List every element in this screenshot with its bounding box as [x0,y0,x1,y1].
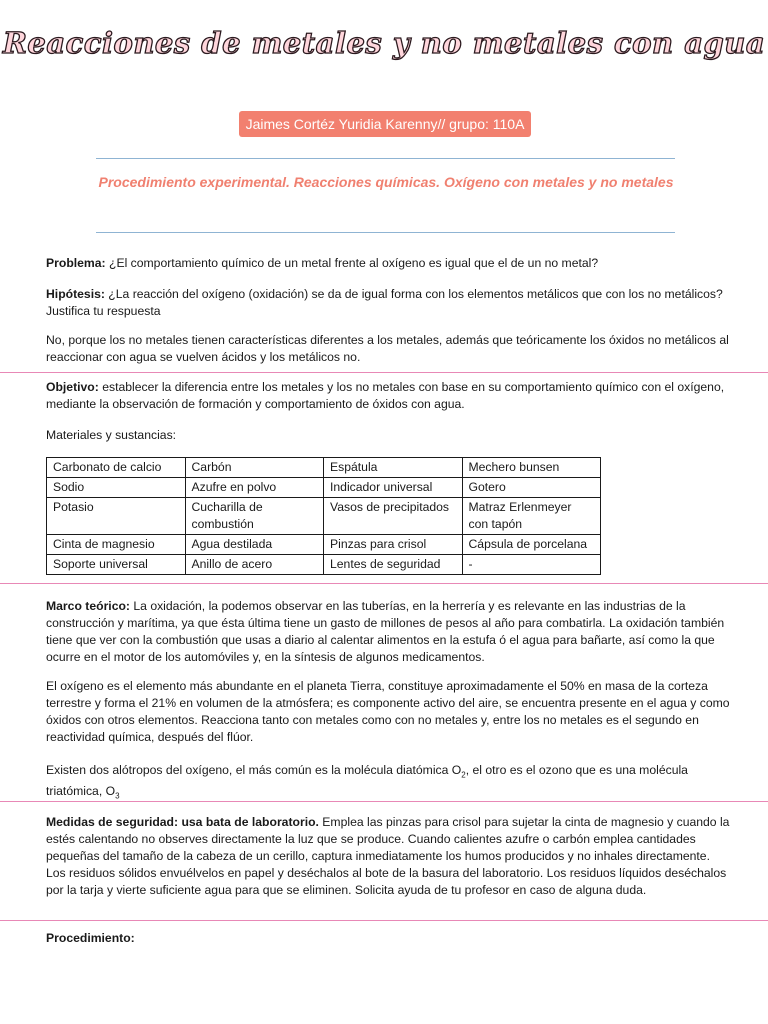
medidas-label: Medidas de seguridad: usa bata de laboratorio. [46,815,319,829]
problema-paragraph [46,255,730,272]
subscript-3: 3 [115,791,120,801]
table-cell: Carbonato de calcio [47,458,186,478]
table-cell: Lentes de seguridad [324,555,463,575]
table-cell: Carbón [185,458,324,478]
medidas-text: Emplea las pinzas para crisol para sujetar la cinta de magnesio y cuando la estés calentando no observes directamente la luz que se produce. Cuando calientes azufre o carbón emplea cantidades pequeñas del tamaño de la cabeza de un cerillo, captura inmediatamente los humos producidos y no inhales directamente. Los residuos sólidos envuélvelos en papel y deséchalos al bote de la basura del laboratorio. Los residuos líquidos deséchalos por la tarja y vierte suficiente agua para que se eliminen. Solicita ayuda de tu profesor en caso de alguna duda. [46,815,730,897]
objetivo-text: establecer la diferencia entre los metales y los no metales con base en su comportamiento químico con el oxígeno, mediante la observación de formación y comportamiento de óxidos con agua. [46,380,725,411]
objetivo-label: Objetivo: [46,380,99,394]
marco-text: La oxidación, la podemos observar en las tuberías, en la herrería y es relevante en las industrias de la construcción y marítima, ya que ésta última tiene un gasto de millones de pesos al año para combatirla. La oxidación también tiene que ver con la combustión que usas a diario al calentar alimentos en la estufa ó el agua para bañarte, así como la que ocurre en el motor de los automóviles y, en la síntesis de algunos medicamentos. [46,599,725,664]
procedimiento-label: Procedimiento: [46,931,135,945]
table-cell: Azufre en polvo [185,478,324,498]
table-cell: Anillo de acero [185,555,324,575]
divider-top [96,158,675,159]
hipotesis-text: ¿La reacción del oxígeno (oxidación) se da de igual forma con los elementos metálicos que con los no metálicos? Justifica tu respuesta [46,287,723,318]
table-cell: Agua destilada [185,535,324,555]
hipotesis-label: Hipótesis: [46,287,105,301]
pink-divider-2 [0,583,768,584]
table-cell: Mechero bunsen [462,458,601,478]
subscript-2: 2 [461,770,466,780]
hipotesis-paragraph [46,286,730,320]
medidas-paragraph [46,814,730,899]
table-row [47,555,601,575]
problema-text: ¿El comportamiento químico de un metal frente al oxígeno es igual que el de un no metal? [105,256,599,270]
table-cell: Soporte universal [47,555,186,575]
table-cell: Pinzas para crisol [324,535,463,555]
problema-label: Problema: [46,256,106,270]
table-cell: Vasos de precipitados [324,498,463,535]
alotropos-paragraph [46,762,730,805]
table-row [47,498,601,535]
table-cell: Matraz Erlenmeyer con tapón [462,498,601,535]
table-cell: - [462,555,601,575]
materiales-label: Materiales y sustancias: [46,428,177,442]
table-cell: Espátula [324,458,463,478]
table-row [47,478,601,498]
table-cell: Cucharilla de combustión [185,498,324,535]
table-cell: Sodio [47,478,186,498]
table-row [47,458,601,478]
divider-bottom [96,232,675,233]
table-cell: Cápsula de porcelana [462,535,601,555]
materials-table [46,457,601,575]
marco-label: Marco teórico: [46,599,130,613]
alotropos-text-2: , el otro es el ozono que es una molécula triatómica, O [46,763,688,799]
table-row [47,535,601,555]
objetivo-paragraph [46,379,730,413]
table-cell: Potasio [47,498,186,535]
oxigeno-paragraph: El oxígeno es el elemento más abundante en el planeta Tierra, constituye aproximadamente el 50% en masa de la corteza terrestre y forma el 21% en volumen de la atmósfera; es componente activo del aire, se encuentra presente en el agua y como óxidos con otros elementos. Reacciona tanto con metales como con no metales y, entre los no metales es el segundo en reactividad química, después del flúor. [46,679,730,744]
pink-divider-1 [0,372,768,373]
marco-paragraph [46,598,730,666]
procedimiento-paragraph [46,930,730,947]
pink-divider-3 [0,801,768,802]
section-subtitle: Procedimiento experimental. Reacciones químicas. Oxígeno con metales y no metales [98,174,674,190]
table-cell: Indicador universal [324,478,463,498]
pink-divider-4 [0,920,768,921]
table-cell: Gotero [462,478,601,498]
author-banner: Jaimes Cortéz Yuridia Karenny// grupo: 110A [239,111,531,137]
table-cell: Cinta de magnesio [47,535,186,555]
page-title: Reacciones de metales y no metales con agua [2,26,766,60]
alotropos-text-1: Existen dos alótropos del oxígeno, el más común es la molécula diatómica O [46,763,462,777]
respuesta-paragraph: No, porque los no metales tienen características diferentes a los metales, además que teóricamente los óxidos no metálicos al reaccionar con agua se vuelven ácidos y los metálicos no. [46,333,729,364]
